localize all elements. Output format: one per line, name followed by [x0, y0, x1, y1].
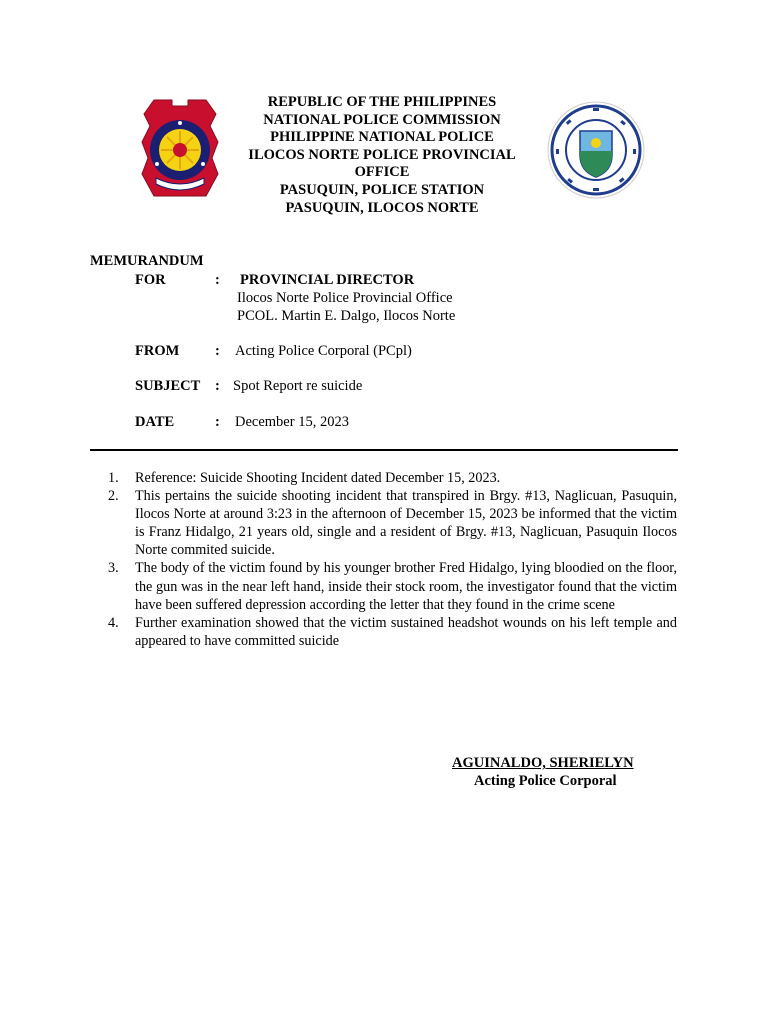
subject-colon: : [215, 378, 220, 394]
pnp-badge-graphic [140, 96, 220, 202]
from-value: Acting Police Corporal (PCpl) [235, 343, 412, 359]
list-item [108, 469, 677, 487]
for-office: Ilocos Norte Police Provincial Office [237, 290, 453, 306]
header-line-napolcom: NATIONAL POLICE COMMISSION [263, 111, 501, 128]
subject-value: Spot Report re suicide [233, 378, 363, 394]
letterhead [232, 94, 532, 217]
list-item-number: 4. [108, 614, 119, 631]
from-colon: : [215, 343, 220, 359]
date-colon: : [215, 414, 220, 430]
list-item-text: The body of the victim found by his younger brother Fred Hidalgo, lying bloodied on the floor, the gun was in the near left hand, inside their stock room, the investigator found that the victim have been suffered depression according the letter that they found in the crime scene [135, 560, 677, 613]
header-line-office: OFFICE [354, 164, 410, 181]
for-colon: : [215, 272, 220, 288]
report-body [108, 469, 677, 650]
from-label: FROM [135, 343, 180, 359]
header-line-pnp: PHILIPPINE NATIONAL POLICE [270, 129, 494, 146]
pasuquin-seal-icon [546, 99, 646, 201]
list-item-text: Reference: Suicide Shooting Incident dated December 15, 2023. [135, 470, 501, 486]
memo-title: MEMURANDUM [90, 253, 204, 269]
date-value: December 15, 2023 [235, 414, 349, 430]
list-item-number: 2. [108, 488, 119, 505]
header-line-location: PASUQUIN, ILOCOS NORTE [285, 199, 479, 216]
list-item [108, 487, 677, 559]
header-line-provincial: ILOCOS NORTE POLICE PROVINCIAL [248, 146, 516, 163]
signatory-title: Acting Police Corporal [474, 773, 617, 789]
pasuquin-seal-graphic [546, 99, 646, 201]
header-line-station: PASUQUIN, POLICE STATION [279, 181, 485, 198]
for-label: FOR [135, 272, 166, 288]
list-item-number: 3. [108, 560, 119, 577]
list-item [108, 614, 677, 650]
list-item-number: 1. [108, 470, 119, 486]
header-line-republic: REPUBLIC OF THE PHILIPPINES [267, 94, 497, 110]
signatory-name: AGUINALDO, SHERIELYN [452, 755, 634, 771]
divider-line [90, 449, 678, 451]
date-label: DATE [135, 414, 175, 430]
subject-label: SUBJECT [135, 378, 201, 394]
pnp-badge-icon [140, 96, 220, 202]
list-item-text: This pertains the suicide shooting incident that transpired in Brgy. #13, Naglicuan, Pasuquin, Ilocos Norte at around 3:23 in the afternoon of December 15, 2023 be informed that the victim is Franz Hidalgo, 21 years old, single and a resident of Brgy. #13, Naglicuan, Pasuquin Ilocos Norte commited suicide. [135, 488, 677, 559]
list-item-text: Further examination showed that the victim sustained headshot wounds on his left temple and appeared to have committed suicide [135, 614, 677, 649]
for-value: PROVINCIAL DIRECTOR [240, 272, 415, 288]
for-officer: PCOL. Martin E. Dalgo, Ilocos Norte [237, 308, 456, 324]
list-item [108, 559, 677, 613]
